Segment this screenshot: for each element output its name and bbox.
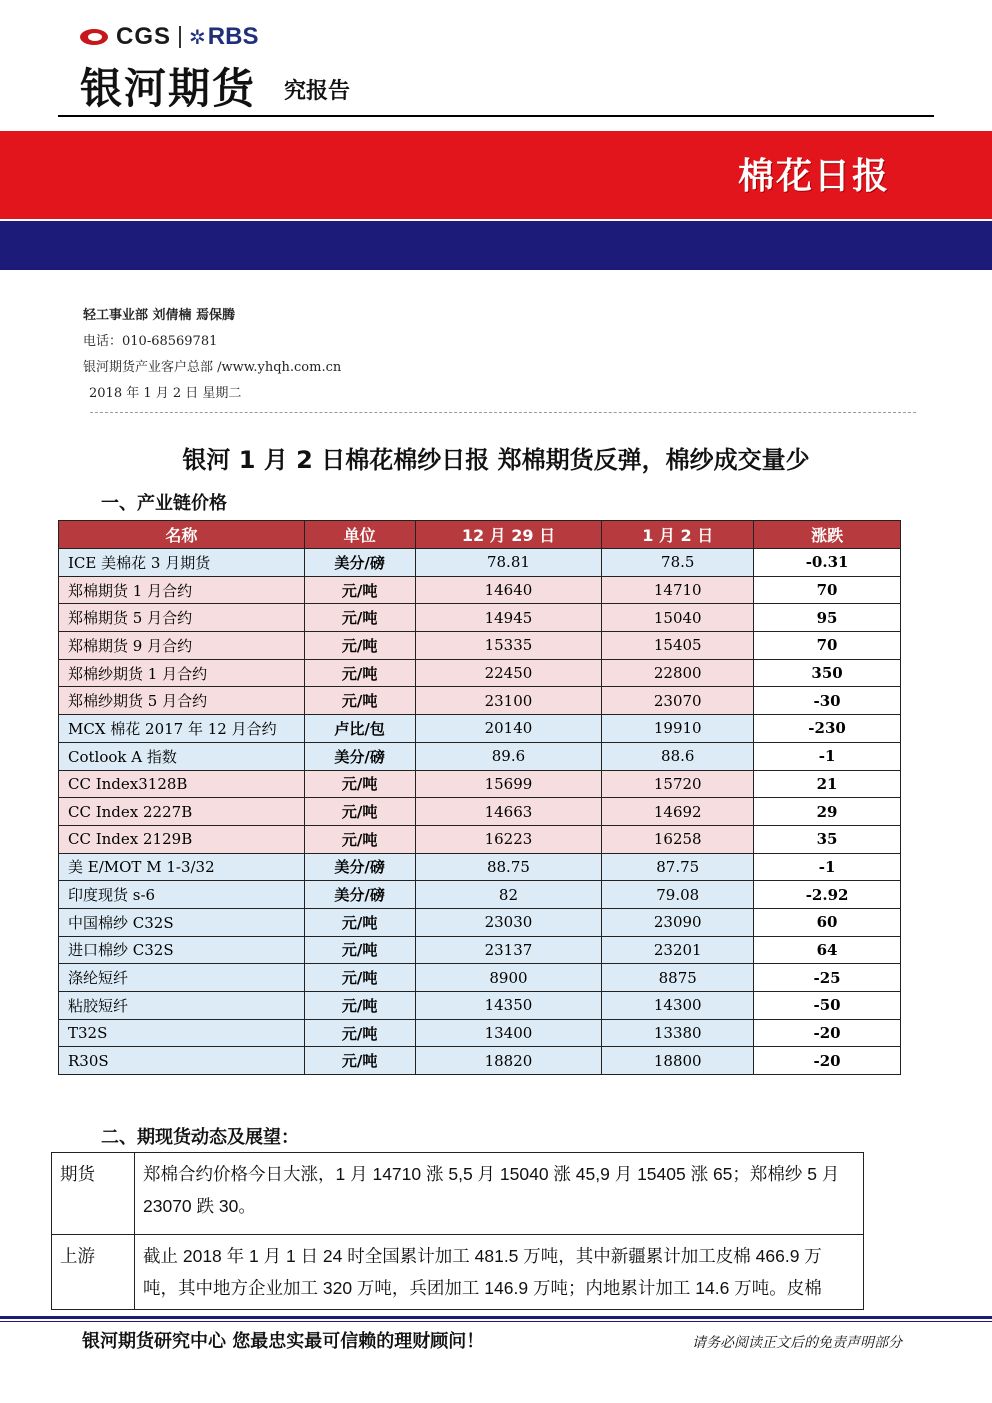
cell-curr-price: 19910 (602, 715, 754, 743)
cell-unit: 元/吨 (304, 659, 415, 687)
cell-name: ICE 美棉花 3 月期货 (59, 549, 305, 577)
table-row (59, 798, 901, 826)
table-row (59, 936, 901, 964)
cell-curr-price: 23201 (602, 936, 754, 964)
header-change: 涨跌 (754, 521, 901, 549)
cell-curr-price: 22800 (602, 659, 754, 687)
logo-rbs-text: RBS (207, 23, 259, 50)
cell-prev-price: 15335 (415, 632, 602, 660)
cell-change: 350 (754, 659, 901, 687)
cell-prev-price: 20140 (415, 715, 602, 743)
cell-unit: 美分/磅 (304, 853, 415, 881)
cell-prev-price: 23137 (415, 936, 602, 964)
table-row (59, 881, 901, 909)
cell-unit: 元/吨 (304, 1047, 415, 1075)
cell-change: 64 (754, 936, 901, 964)
cell-prev-price: 23030 (415, 908, 602, 936)
table-row (59, 549, 901, 577)
banner-title: 棉花日报 (737, 156, 890, 197)
logo (80, 22, 258, 52)
cell-name: 郑棉期货 9 月合约 (59, 632, 305, 660)
header-prev-date: 12 月 29 日 (415, 521, 602, 549)
table-row (59, 1047, 901, 1075)
table-row (59, 715, 901, 743)
footer-slogan: 银河期货研究中心 您最忠实最可信赖的理财顾问！ (82, 1331, 485, 1352)
cell-unit: 美分/磅 (304, 881, 415, 909)
cell-change: -1 (754, 853, 901, 881)
footer-rule-thick (0, 1316, 992, 1319)
cell-change: 21 (754, 770, 901, 798)
futures-text: 郑棉合约价格今日大涨，1 月 14710 涨 5,5 月 15040 涨 45,9 月 15405 涨 65；郑棉纱 5 月 23070 跌 30。 (135, 1153, 864, 1235)
cell-curr-price: 87.75 (602, 853, 754, 881)
cell-name: R30S (59, 1047, 305, 1075)
cell-unit: 元/吨 (304, 687, 415, 715)
cell-prev-price: 23100 (415, 687, 602, 715)
table-row (59, 908, 901, 936)
cell-unit: 元/吨 (304, 936, 415, 964)
report-date: 2018 年 1 月 2 日 星期二 (89, 386, 242, 401)
cell-prev-price: 16223 (415, 825, 602, 853)
rbs-logo-icon: ✲ (189, 25, 206, 49)
cell-name: 粘胶短纤 (59, 992, 305, 1020)
cell-change: -2.92 (754, 881, 901, 909)
header-curr-date: 1 月 2 日 (602, 521, 754, 549)
cell-prev-price: 82 (415, 881, 602, 909)
cell-change: 70 (754, 632, 901, 660)
cell-change: -230 (754, 715, 901, 743)
cell-name: 中国棉纱 C32S (59, 908, 305, 936)
report-title: 银河 1 月 2 日棉花棉纱日报 郑棉期货反弹，棉纱成交量少 (182, 446, 810, 474)
cell-change: -1 (754, 742, 901, 770)
author-dept: 轻工事业部 刘倩楠 焉保腾 (83, 308, 236, 323)
dynamics-table (51, 1152, 864, 1310)
cell-name: 美 E/MOT M 1-3/32 (59, 853, 305, 881)
cell-curr-price: 79.08 (602, 881, 754, 909)
cell-unit: 元/吨 (304, 825, 415, 853)
cell-change: -20 (754, 1047, 901, 1075)
cell-prev-price: 89.6 (415, 742, 602, 770)
upstream-text: 截止 2018 年 1 月 1 日 24 时全国累计加工 481.5 万吨，其中新疆累计加工皮棉 466.9 万吨，其中地方企业加工 320 万吨，兵团加工 146.9 万吨；内地累计加工 14.6 万吨。皮棉 (135, 1235, 864, 1310)
table-row (59, 659, 901, 687)
cell-prev-price: 13400 (415, 1019, 602, 1047)
cell-curr-price: 78.5 (602, 549, 754, 577)
cell-unit: 元/吨 (304, 1019, 415, 1047)
cell-curr-price: 14710 (602, 576, 754, 604)
cell-prev-price: 14640 (415, 576, 602, 604)
brand-subtitle: 究报告 (284, 79, 351, 104)
cell-prev-price: 88.75 (415, 853, 602, 881)
cell-unit: 元/吨 (304, 964, 415, 992)
cell-curr-price: 14300 (602, 992, 754, 1020)
header-divider (58, 115, 934, 117)
cell-curr-price: 8875 (602, 964, 754, 992)
cell-name: 涤纶短纤 (59, 964, 305, 992)
cell-prev-price: 22450 (415, 659, 602, 687)
cgs-logo-icon (80, 27, 110, 47)
table-row (59, 853, 901, 881)
brand-title: 银河期货 (80, 64, 257, 113)
table-row (59, 742, 901, 770)
cell-curr-price: 14692 (602, 798, 754, 826)
author-website[interactable]: 银河期货产业客户总部 /www.yhqh.com.cn (83, 360, 342, 375)
cell-prev-price: 14945 (415, 604, 602, 632)
blue-banner (0, 221, 992, 270)
table-row (59, 1019, 901, 1047)
cell-curr-price: 23090 (602, 908, 754, 936)
cell-change: 35 (754, 825, 901, 853)
cell-prev-price: 15699 (415, 770, 602, 798)
cell-unit: 元/吨 (304, 632, 415, 660)
dashed-divider (90, 412, 916, 413)
table-row (59, 825, 901, 853)
upstream-label: 上游 (52, 1235, 135, 1310)
cell-curr-price: 23070 (602, 687, 754, 715)
logo-divider (179, 26, 181, 48)
cell-prev-price: 18820 (415, 1047, 602, 1075)
table-row (59, 770, 901, 798)
cell-unit: 元/吨 (304, 798, 415, 826)
cell-unit: 元/吨 (304, 908, 415, 936)
cell-curr-price: 88.6 (602, 742, 754, 770)
footer-disclaimer: 请务必阅读正文后的免责声明部分 (692, 1335, 902, 1351)
cell-change: -25 (754, 964, 901, 992)
cell-name: 郑棉期货 5 月合约 (59, 604, 305, 632)
cell-prev-price: 8900 (415, 964, 602, 992)
table-row (59, 604, 901, 632)
table-row (59, 964, 901, 992)
footer-rule-thin (0, 1321, 992, 1322)
section-heading-prices: 一、产业链价格 (101, 493, 227, 514)
cell-unit: 美分/磅 (304, 742, 415, 770)
cell-name: CC Index 2227B (59, 798, 305, 826)
cell-prev-price: 14663 (415, 798, 602, 826)
price-table-header (59, 521, 901, 549)
table-row (59, 992, 901, 1020)
cell-change: -50 (754, 992, 901, 1020)
header-unit: 单位 (304, 521, 415, 549)
cell-name: Cotlook A 指数 (59, 742, 305, 770)
table-row (59, 576, 901, 604)
cell-change: 29 (754, 798, 901, 826)
cell-unit: 元/吨 (304, 576, 415, 604)
cell-change: 70 (754, 576, 901, 604)
cell-curr-price: 16258 (602, 825, 754, 853)
cell-name: CC Index3128B (59, 770, 305, 798)
cell-name: 印度现货 s-6 (59, 881, 305, 909)
cell-curr-price: 15040 (602, 604, 754, 632)
cell-unit: 美分/磅 (304, 549, 415, 577)
cell-name: 进口棉纱 C32S (59, 936, 305, 964)
cell-change: 95 (754, 604, 901, 632)
cell-name: MCX 棉花 2017 年 12 月合约 (59, 715, 305, 743)
cell-curr-price: 15405 (602, 632, 754, 660)
cell-unit: 元/吨 (304, 604, 415, 632)
price-table (58, 520, 901, 1075)
author-phone: 电话：010-68569781 (83, 334, 218, 349)
cell-name: T32S (59, 1019, 305, 1047)
cell-change: -0.31 (754, 549, 901, 577)
dynamics-row-upstream (52, 1235, 864, 1310)
table-row (59, 687, 901, 715)
futures-label: 期货 (52, 1153, 135, 1235)
cell-prev-price: 78.81 (415, 549, 602, 577)
cell-change: -30 (754, 687, 901, 715)
logo-cgs-text: CGS (116, 23, 172, 50)
cell-name: CC Index 2129B (59, 825, 305, 853)
dynamics-row-futures (52, 1153, 864, 1235)
cell-unit: 卢比/包 (304, 715, 415, 743)
cell-name: 郑棉纱期货 5 月合约 (59, 687, 305, 715)
table-row (59, 632, 901, 660)
cell-change: -20 (754, 1019, 901, 1047)
cell-prev-price: 14350 (415, 992, 602, 1020)
header-name: 名称 (59, 521, 305, 549)
cell-curr-price: 15720 (602, 770, 754, 798)
cell-name: 郑棉期货 1 月合约 (59, 576, 305, 604)
cell-name: 郑棉纱期货 1 月合约 (59, 659, 305, 687)
section-heading-dynamics: 二、期现货动态及展望： (101, 1127, 299, 1148)
cell-unit: 元/吨 (304, 770, 415, 798)
cell-curr-price: 13380 (602, 1019, 754, 1047)
cell-unit: 元/吨 (304, 992, 415, 1020)
cell-change: 60 (754, 908, 901, 936)
cell-curr-price: 18800 (602, 1047, 754, 1075)
